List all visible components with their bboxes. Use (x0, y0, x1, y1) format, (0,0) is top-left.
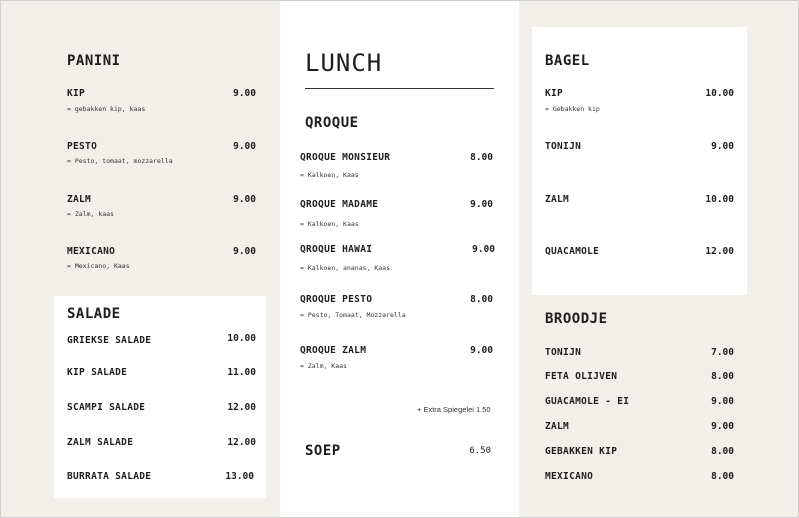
panini-item-price: 9.00 (233, 88, 256, 99)
bagel-item-name: KIP (545, 88, 564, 99)
qroque-item-price: 8.00 (470, 152, 493, 163)
bagel-item-name: TONIJN (545, 141, 582, 152)
salade-item-name: GRIEKSE SALADE (67, 335, 152, 346)
panini-item-name: ZALM (67, 194, 92, 205)
broodje-title: BROODJE (545, 311, 608, 327)
bagel-item-name: QUACAMOLE (545, 246, 600, 257)
panini-item-desc: = Zalm, kaas (67, 210, 114, 218)
qroque-item-price: 9.00 (470, 199, 493, 210)
broodje-item-name: MEXICANO (545, 471, 594, 482)
bagel-item-name: ZALM (545, 194, 570, 205)
lunch-title: LUNCH (305, 49, 383, 77)
panini-item-name: PESTO (67, 141, 98, 152)
qroque-item-price: 8.00 (470, 294, 493, 305)
panini-item-price: 9.00 (233, 194, 256, 205)
lunch-column (280, 1, 519, 517)
qroque-item-price: 9.00 (470, 345, 493, 356)
salade-item-name: BURRATA SALADE (67, 471, 152, 482)
soep-price: 6.50 (469, 446, 491, 456)
broodje-item-name: GEBAKKEN KIP (545, 446, 618, 457)
broodje-item-price: 9.00 (711, 396, 734, 407)
broodje-item-price: 7.00 (711, 347, 734, 358)
salade-item-price: 12.00 (227, 402, 256, 413)
broodje-item-name: TONIJN (545, 347, 582, 358)
qroque-item-price: 9.00 (472, 244, 495, 255)
qroque-item-name: QROQUE MONSIEUR (300, 152, 391, 163)
bagel-item-price: 12.00 (705, 246, 734, 257)
soep-title: SOEP (305, 443, 341, 459)
bagel-item-price: 9.00 (711, 141, 734, 152)
broodje-item-price: 8.00 (711, 371, 734, 382)
panini-title: PANINI (67, 53, 121, 69)
bagel-item-desc: = Gebakken kip (545, 105, 600, 113)
salade-item-name: KIP SALADE (67, 367, 128, 378)
broodje-item-name: FETA OLIJVEN (545, 371, 618, 382)
qroque-item-desc: = Kalkoen, Kaas (300, 171, 359, 179)
broodje-item-name: GUACAMOLE - EI (545, 396, 630, 407)
qroque-item-name: QROQUE MADAME (300, 199, 379, 210)
broodje-item-price: 8.00 (711, 446, 734, 457)
qroque-item-desc: = Kalkoen, Kaas (300, 220, 359, 228)
qroque-item-desc: = Pesto, Tomaat, Mozzarella (300, 311, 406, 319)
qroque-title: QROQUE (305, 115, 359, 131)
salade-panel (54, 296, 266, 498)
panini-item-price: 9.00 (233, 141, 256, 152)
qroque-item-name: QROQUE ZALM (300, 345, 367, 356)
salade-item-price: 10.00 (227, 333, 256, 344)
title-divider (305, 88, 494, 89)
bagel-item-price: 10.00 (705, 194, 734, 205)
broodje-item-price: 8.00 (711, 471, 734, 482)
qroque-item-name: QROQUE PESTO (300, 294, 373, 305)
broodje-item-name: ZALM (545, 421, 570, 432)
salade-item-price: 12.00 (227, 437, 256, 448)
panini-item-desc: = Mexicano, Kaas (67, 262, 130, 270)
panini-item-price: 9.00 (233, 246, 256, 257)
salade-item-name: SCAMPI SALADE (67, 402, 146, 413)
salade-title: SALADE (67, 306, 121, 322)
panini-item-desc: = Pesto, tomaat, mozzarella (67, 157, 173, 165)
panini-item-desc: = gebakken kip, kaas (67, 105, 146, 113)
qroque-item-desc: = Kalkoen, ananas, Kaas (300, 264, 391, 272)
salade-item-price: 13.00 (225, 471, 254, 482)
broodje-item-price: 9.00 (711, 421, 734, 432)
bagel-title: BAGEL (545, 53, 590, 69)
panini-item-name: MEXICANO (67, 246, 116, 257)
extra-spiegelei-note: + Extra Spiegelei 1.50 (417, 405, 491, 414)
qroque-item-desc: = Zalm, Kaas (300, 362, 347, 370)
bagel-item-price: 10.00 (705, 88, 734, 99)
panini-item-name: KIP (67, 88, 86, 99)
qroque-item-name: QROQUE HAWAI (300, 244, 373, 255)
salade-item-name: ZALM SALADE (67, 437, 134, 448)
salade-item-price: 11.00 (227, 367, 256, 378)
